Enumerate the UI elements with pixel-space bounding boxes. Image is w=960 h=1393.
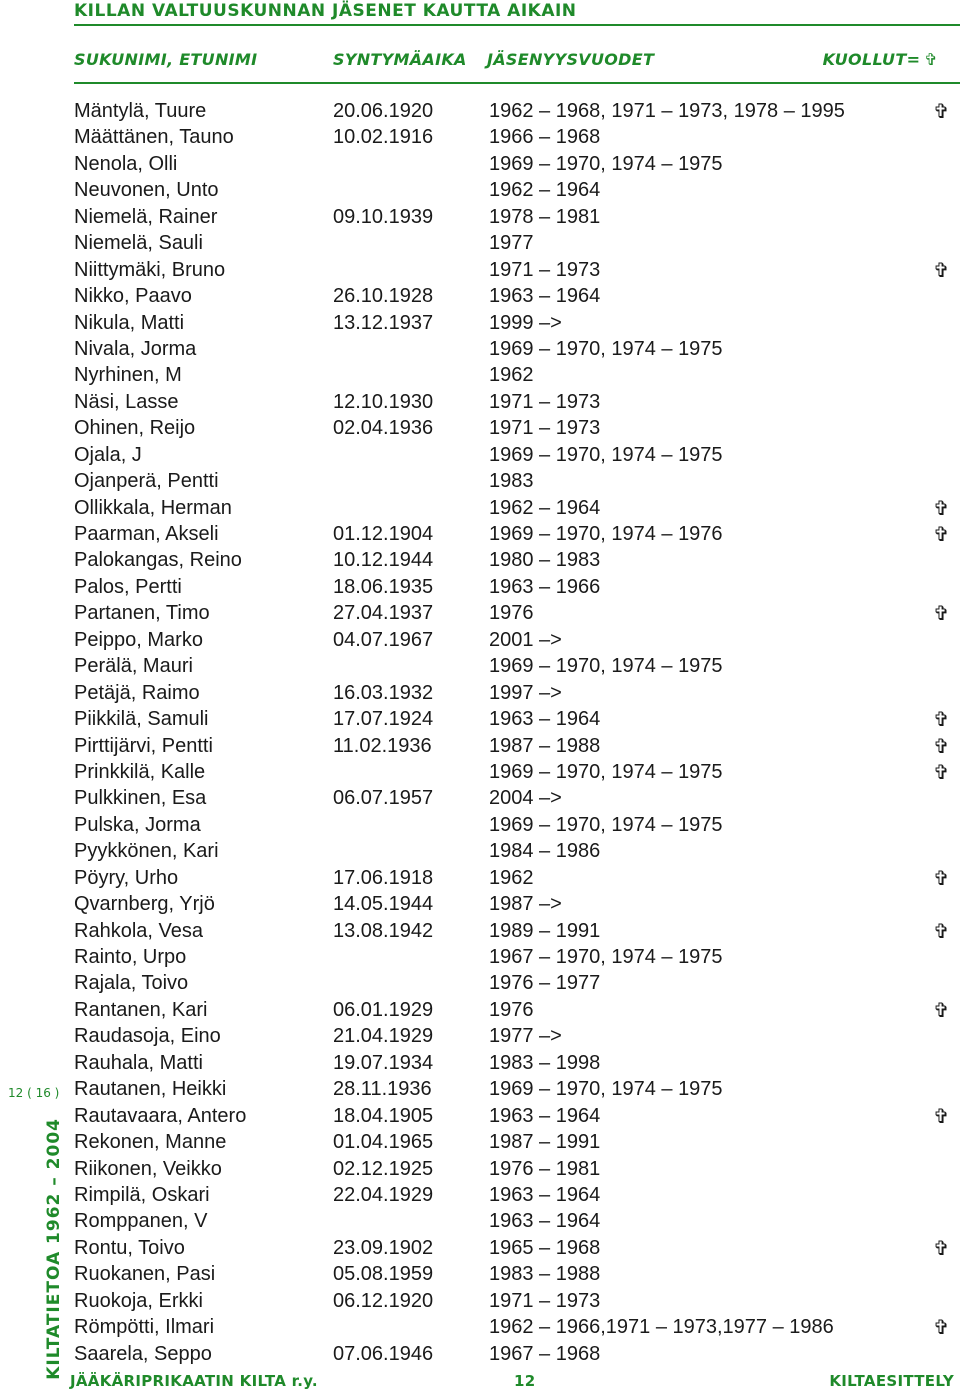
title-divider: [74, 24, 960, 26]
table-row: [0, 151, 960, 177]
member-years: 1963 – 1966: [489, 575, 601, 598]
member-name: Perälä, Mauri: [74, 655, 193, 678]
member-name: Prinkkilä, Kalle: [74, 760, 206, 783]
member-name: Nenola, Olli: [74, 152, 178, 175]
member-name: Näsi, Lasse: [74, 390, 179, 413]
member-name: Pyykkönen, Kari: [74, 840, 219, 863]
table-row: [0, 1023, 960, 1049]
table-row: [0, 653, 960, 679]
member-birthdate: 02.12.1925: [333, 1157, 434, 1180]
member-birthdate: 23.09.1902: [333, 1236, 434, 1259]
member-years: 1962 – 1966,1971 – 1973,1977 – 1986: [489, 1316, 834, 1339]
member-name: Mäntylä, Tuure: [74, 100, 207, 122]
member-name: Riikonen, Veikko: [74, 1157, 222, 1180]
member-birthdate: 22.04.1929: [333, 1183, 434, 1206]
member-years: 1997 –>: [489, 681, 562, 704]
member-years: 1971 – 1973: [489, 258, 601, 281]
deceased-cross-icon: ✞: [933, 1103, 950, 1128]
member-birthdate: 18.06.1935: [333, 575, 434, 598]
table-row: [0, 1235, 960, 1261]
member-name: Määttänen, Tauno: [74, 126, 234, 149]
table-row: [0, 680, 960, 706]
table-row: [0, 468, 960, 494]
member-years: 1963 – 1964: [489, 285, 601, 308]
side-label: KILTATIETOA 1962 – 2004: [44, 1118, 64, 1380]
table-row: [0, 574, 960, 600]
table-row: [0, 1076, 960, 1102]
member-name: Romppanen, V: [74, 1210, 208, 1233]
table-row: [0, 389, 960, 415]
member-name: Rekonen, Manne: [74, 1131, 227, 1154]
member-name: Palos, Pertti: [74, 575, 182, 598]
deceased-cross-icon: ✞: [933, 865, 950, 890]
member-years: 1963 – 1964: [489, 708, 601, 731]
member-birthdate: 16.03.1932: [333, 681, 434, 704]
deceased-cross-icon: ✞: [933, 522, 950, 546]
member-years: 1969 – 1970, 1974 – 1975: [489, 337, 723, 360]
table-row: [0, 362, 960, 388]
table-row: [0, 812, 960, 838]
member-name: Neuvonen, Unto: [74, 179, 219, 202]
table-row: [0, 98, 960, 124]
member-birthdate: 11.02.1936: [333, 734, 432, 757]
member-years: 2004 –>: [489, 787, 562, 810]
member-name: Palokangas, Reino: [74, 549, 242, 572]
member-name: Saarela, Seppo: [74, 1342, 212, 1365]
page-title: KILLAN VALTUUSKUNNAN JÄSENET KAUTTA AIKAIN: [74, 1, 577, 21]
table-row: [0, 1103, 960, 1129]
member-name: Rajala, Toivo: [74, 972, 189, 995]
member-name: Nikko, Paavo: [74, 285, 192, 308]
table-row: [0, 177, 960, 203]
table-row: [0, 970, 960, 996]
member-years: 1999 –>: [489, 311, 562, 334]
table-row: [0, 1208, 960, 1234]
table-row: [0, 865, 960, 891]
member-birthdate: 13.08.1942: [333, 919, 434, 942]
member-years: 1969 – 1970, 1974 – 1975: [489, 152, 723, 175]
member-name: Römpötti, Ilmari: [74, 1316, 215, 1339]
member-birthdate: 12.10.1930: [333, 390, 434, 413]
member-name: Paarman, Akseli: [74, 523, 219, 545]
member-birthdate: 26.10.1928: [333, 285, 434, 308]
deceased-cross-icon: ✞: [933, 759, 950, 784]
deceased-cross-icon: ✞: [933, 1315, 950, 1340]
cross-icon: ✞: [924, 50, 938, 69]
table-row: [0, 521, 960, 547]
table-row: [0, 838, 960, 864]
member-years: 1962 – 1964: [489, 179, 601, 202]
table-row: [0, 257, 960, 283]
table-row: [0, 310, 960, 336]
table-row: [0, 442, 960, 468]
member-name: Ollikkala, Herman: [74, 496, 232, 519]
table-row: [0, 495, 960, 521]
member-birthdate: 09.10.1939: [333, 205, 434, 228]
member-years: 1971 – 1973: [489, 390, 601, 413]
member-name: Pulkkinen, Esa: [74, 787, 207, 810]
table-row: [0, 1341, 960, 1367]
member-birthdate: 14.05.1944: [333, 893, 434, 916]
member-years: 1969 – 1970, 1974 – 1975: [489, 443, 723, 466]
column-header-name: SUKUNIMI, ETUNIMI: [74, 50, 258, 69]
member-years: 1969 – 1970, 1974 – 1975: [489, 813, 723, 836]
table-row: [0, 918, 960, 944]
member-years: 1967 – 1968: [489, 1342, 601, 1365]
member-years: 1963 – 1964: [489, 1104, 601, 1127]
deceased-cross-icon: ✞: [933, 1235, 950, 1260]
page-reference: 12 ( 16 ): [8, 1086, 60, 1100]
table-row: [0, 1288, 960, 1314]
member-years: 1969 – 1970, 1974 – 1975: [489, 1078, 723, 1101]
member-years: 1977: [489, 232, 534, 255]
member-years: 1963 – 1964: [489, 1210, 601, 1233]
member-birthdate: 17.06.1918: [333, 866, 434, 889]
table-row: [0, 204, 960, 230]
member-years: 1962: [489, 866, 534, 889]
member-name: Rautanen, Heikki: [74, 1078, 227, 1101]
member-years: 1963 – 1964: [489, 1183, 601, 1206]
member-birthdate: 27.04.1937: [333, 602, 434, 625]
table-row: [0, 415, 960, 441]
member-years: 1969 – 1970, 1974 – 1976: [489, 523, 723, 545]
column-header-deceased-label: KUOLLUT=: [822, 50, 921, 69]
member-birthdate: 05.08.1959: [333, 1263, 434, 1286]
member-name: Rontu, Toivo: [74, 1236, 185, 1259]
table-row: [0, 1182, 960, 1208]
member-name: Petäjä, Raimo: [74, 681, 200, 704]
table-row: [0, 547, 960, 573]
member-years: 1966 – 1968: [489, 126, 601, 149]
member-name: Ruokanen, Pasi: [74, 1263, 216, 1286]
member-birthdate: 01.04.1965: [333, 1131, 434, 1154]
member-name: Nikula, Matti: [74, 311, 185, 334]
column-header-birthdate: SYNTYMÄAIKA: [333, 50, 467, 69]
table-row: [0, 944, 960, 970]
table-row: [0, 600, 960, 626]
member-birthdate: 20.06.1920: [333, 100, 434, 122]
member-name: Nyrhinen, M: [74, 364, 182, 387]
member-years: 1987 – 1991: [489, 1131, 601, 1154]
member-years: 1983: [489, 470, 534, 493]
table-row: [0, 759, 960, 785]
deceased-cross-icon: ✞: [933, 601, 950, 626]
member-birthdate: 17.07.1924: [333, 708, 434, 731]
member-name: Ohinen, Reijo: [74, 417, 196, 440]
footer-page-number: 12: [514, 1372, 536, 1390]
member-years: 1984 – 1986: [489, 840, 601, 863]
member-name: Rimpilä, Oskari: [74, 1183, 210, 1206]
table-row: [0, 891, 960, 917]
table-row: [0, 733, 960, 759]
member-years: 1971 – 1973: [489, 1289, 601, 1312]
table-row: [0, 124, 960, 150]
deceased-cross-icon: ✞: [933, 707, 950, 732]
member-name: Pöyry, Urho: [74, 866, 179, 889]
deceased-cross-icon: ✞: [933, 997, 950, 1022]
member-name: Raudasoja, Eino: [74, 1025, 221, 1048]
member-name: Ojanperä, Pentti: [74, 470, 219, 493]
column-header-membership-years: JÄSENYYSVUODET: [487, 50, 655, 69]
member-years: 1962 – 1968, 1971 – 1973, 1978 – 1995: [489, 100, 845, 122]
column-header-deceased: [823, 50, 938, 69]
member-years: 1980 – 1983: [489, 549, 601, 572]
deceased-cross-icon: ✞: [933, 257, 950, 282]
table-row: [0, 1261, 960, 1287]
member-years: 2001 –>: [489, 628, 562, 651]
member-years: 1976: [489, 998, 534, 1021]
member-birthdate: 10.12.1944: [333, 549, 434, 572]
header-divider: [74, 82, 960, 84]
member-years: 1962 – 1964: [489, 496, 601, 519]
member-birthdate: 13.12.1937: [333, 311, 434, 334]
member-years: 1967 – 1970, 1974 – 1975: [489, 946, 723, 968]
member-name: Rautavaara, Antero: [74, 1104, 247, 1127]
table-row: [0, 785, 960, 811]
member-list: [0, 98, 960, 1367]
footer-organization: JÄÄKÄRIPRIKAATIN KILTA r.y.: [70, 1372, 318, 1390]
member-name: Piikkilä, Samuli: [74, 708, 209, 731]
member-birthdate: 01.12.1904: [333, 523, 434, 545]
member-years: 1983 – 1988: [489, 1263, 601, 1286]
member-name: Rauhala, Matti: [74, 1051, 203, 1074]
table-row: [0, 1129, 960, 1155]
member-years: 1962: [489, 364, 534, 387]
member-years: 1976 – 1981: [489, 1157, 601, 1180]
table-row: [0, 706, 960, 732]
member-years: 1969 – 1970, 1974 – 1975: [489, 655, 723, 678]
member-name: Rantanen, Kari: [74, 998, 208, 1021]
member-name: Ojala, J: [74, 443, 142, 466]
member-years: 1969 – 1970, 1974 – 1975: [489, 760, 723, 783]
member-birthdate: 02.04.1936: [333, 417, 434, 440]
member-birthdate: 06.07.1957: [333, 787, 434, 810]
member-years: 1971 – 1973: [489, 417, 601, 440]
member-birthdate: 07.06.1946: [333, 1342, 434, 1365]
member-birthdate: 21.04.1929: [333, 1025, 434, 1048]
table-row: [0, 336, 960, 362]
member-birthdate: 06.12.1920: [333, 1289, 434, 1312]
deceased-cross-icon: ✞: [933, 495, 950, 520]
table-row: [0, 627, 960, 653]
footer-section: KILTAESITTELY: [829, 1372, 954, 1390]
member-years: 1987 –>: [489, 893, 562, 916]
deceased-cross-icon: ✞: [933, 918, 950, 943]
table-row: [0, 1050, 960, 1076]
member-name: Pulska, Jorma: [74, 813, 201, 836]
member-name: Rainto, Urpo: [74, 946, 187, 968]
member-name: Qvarnberg, Yrjö: [74, 893, 215, 916]
member-years: 1983 – 1998: [489, 1051, 601, 1074]
member-birthdate: 18.04.1905: [333, 1104, 434, 1127]
deceased-cross-icon: ✞: [933, 99, 950, 123]
member-name: Pirttijärvi, Pentti: [74, 734, 213, 757]
member-name: Niemelä, Sauli: [74, 232, 203, 255]
deceased-cross-icon: ✞: [933, 733, 950, 758]
table-row: [0, 1156, 960, 1182]
member-birthdate: 28.11.1936: [333, 1078, 432, 1101]
member-birthdate: 10.02.1916: [333, 126, 434, 149]
member-name: Peippo, Marko: [74, 628, 203, 651]
member-years: 1976 – 1977: [489, 972, 601, 995]
member-birthdate: 04.07.1967: [333, 628, 434, 651]
table-row: [0, 997, 960, 1023]
member-years: 1976: [489, 602, 534, 625]
member-birthdate: 19.07.1934: [333, 1051, 434, 1074]
member-years: 1977 –>: [489, 1025, 562, 1048]
member-name: Partanen, Timo: [74, 602, 210, 625]
member-name: Niemelä, Rainer: [74, 205, 218, 228]
member-name: Nivala, Jorma: [74, 337, 197, 360]
member-name: Rahkola, Vesa: [74, 919, 203, 942]
member-years: 1987 – 1988: [489, 734, 601, 757]
member-years: 1989 – 1991: [489, 919, 601, 942]
table-row: [0, 283, 960, 309]
member-name: Ruokoja, Erkki: [74, 1289, 203, 1312]
table-row: [0, 230, 960, 256]
member-years: 1965 – 1968: [489, 1236, 601, 1259]
member-birthdate: 06.01.1929: [333, 998, 434, 1021]
member-name: Niittymäki, Bruno: [74, 258, 226, 281]
member-years: 1978 – 1981: [489, 205, 601, 228]
table-row: [0, 1314, 960, 1340]
